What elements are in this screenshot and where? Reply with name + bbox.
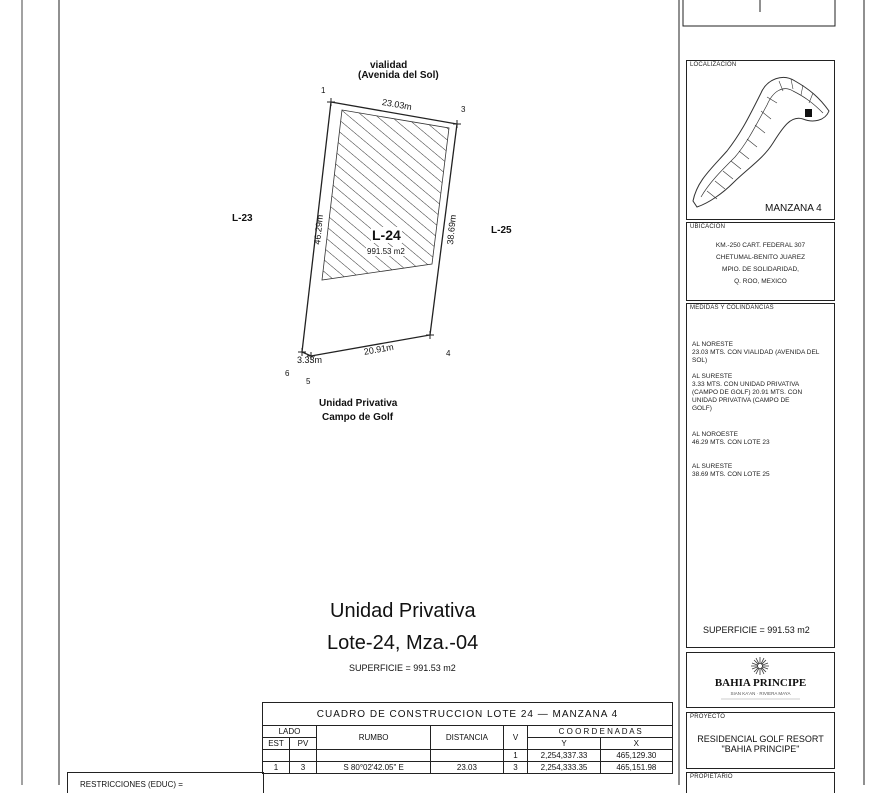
dim-bottom: 20.91m xyxy=(363,341,395,357)
proyecto-line-2: "BAHIA PRINCIPE" xyxy=(721,744,800,754)
medida-text-4: 38.69 MTS. CON LOTE 25 xyxy=(692,471,770,478)
restricciones-box xyxy=(67,772,264,793)
header-rumbo: RUMBO xyxy=(316,726,430,750)
manzana-label: MANZANA 4 xyxy=(765,203,822,214)
medida-head-4: AL SURESTE xyxy=(692,463,733,470)
title-line-2: Lote-24, Mza.-04 xyxy=(327,632,479,654)
header-y: Y xyxy=(528,738,600,750)
manzana-4-marker xyxy=(805,109,812,117)
ubicacion-title: UBICACION xyxy=(690,224,726,230)
vertex-3: 3 xyxy=(461,105,466,114)
medidas-panel xyxy=(686,303,835,648)
restricciones-label: RESTRICCIONES (EDUC) = xyxy=(80,780,183,789)
road-name: (Avenida del Sol) xyxy=(358,70,439,81)
medida-head-2: AL SURESTE xyxy=(692,373,733,380)
medida-head-1: AL NORESTE xyxy=(692,341,733,348)
localizacion-panel xyxy=(686,60,835,220)
propietario-title: PROPIETARIO xyxy=(690,774,733,780)
header-lado: LADO xyxy=(263,726,317,738)
title-line-3: SUPERFICIE = 991.53 m2 xyxy=(349,663,456,673)
propietario-panel xyxy=(686,772,835,793)
ubicacion-panel: UBICACION KM.-250 CART. FEDERAL 307 CHETUMAL-BENITO JUAREZ MPIO. DE SOLIDARIDAD, Q. ROO, MEXICO xyxy=(686,222,835,301)
header-pv: PV xyxy=(289,738,316,750)
logo-panel xyxy=(686,652,835,708)
dim-top: 23.03m xyxy=(381,97,413,113)
dim-right: 38.69m xyxy=(445,214,459,246)
proyecto-panel xyxy=(686,712,835,769)
proyecto-line-1: RESIDENCIAL GOLF RESORT xyxy=(697,734,824,744)
localizacion-title: LOCALIZACION xyxy=(690,62,737,68)
medida-text-1: 23.03 MTS. CON VIALIDAD (AVENIDA DEL SOL) xyxy=(692,349,820,364)
header-distancia: DISTANCIA xyxy=(431,726,503,750)
table-row: 1 3 S 80°02'42.05" E 23.03 3 2,254,333.35 465,151.98 xyxy=(263,762,673,774)
construction-table xyxy=(262,702,673,774)
medida-text-2: 3.33 MTS. CON UNIDAD PRIVATIVA (CAMPO DE GOLF) 20.91 MTS. CON UNIDAD PRIVATIVA (CAMPO DE GOLF) xyxy=(692,381,803,412)
neighbor-label-1: Unidad Privativa xyxy=(319,398,398,409)
proyecto-title: PROYECTO xyxy=(690,714,726,720)
lot-area: 991.53 m2 xyxy=(367,247,405,256)
dim-left: 46.29m xyxy=(312,214,326,246)
medida-head-3: AL NOROESTE xyxy=(692,431,738,438)
sidebar-superficie: SUPERFICIE = 991.53 m2 xyxy=(703,625,810,635)
vertex-6: 6 xyxy=(285,369,290,378)
medida-text-3: 46.29 MTS. CON LOTE 23 xyxy=(692,439,770,446)
road-label: vialidad xyxy=(370,60,408,71)
vertex-1: 1 xyxy=(321,86,326,95)
dim-short: 3.33m xyxy=(297,355,323,365)
medidas-title: MEDIDAS Y COLINDANCIAS xyxy=(690,305,774,311)
lot-right-label: L-25 xyxy=(491,225,512,236)
header-x: X xyxy=(600,738,672,750)
header-v: V xyxy=(503,726,528,750)
vertex-4: 4 xyxy=(446,349,451,358)
table-row: 1 2,254,337.33 465,129.30 xyxy=(263,750,673,762)
lot-left-label: L-23 xyxy=(232,213,253,224)
table-title: CUADRO DE CONSTRUCCION LOTE 24 — MANZANA 4 xyxy=(263,703,673,726)
title-line-1: Unidad Privativa xyxy=(330,600,476,622)
logo-sub: SIAN KA'AN · RIVIERA MAYA xyxy=(730,691,791,696)
location-map xyxy=(687,61,834,219)
header-coordenadas: C O O R D E N A D A S xyxy=(528,726,673,738)
lot-id: L-24 xyxy=(372,227,401,243)
neighbor-label-2: Campo de Golf xyxy=(322,412,394,423)
logo-name: BAHIA PRINCIPE xyxy=(714,677,807,689)
header-est: EST xyxy=(263,738,290,750)
vertex-5: 5 xyxy=(306,377,311,386)
